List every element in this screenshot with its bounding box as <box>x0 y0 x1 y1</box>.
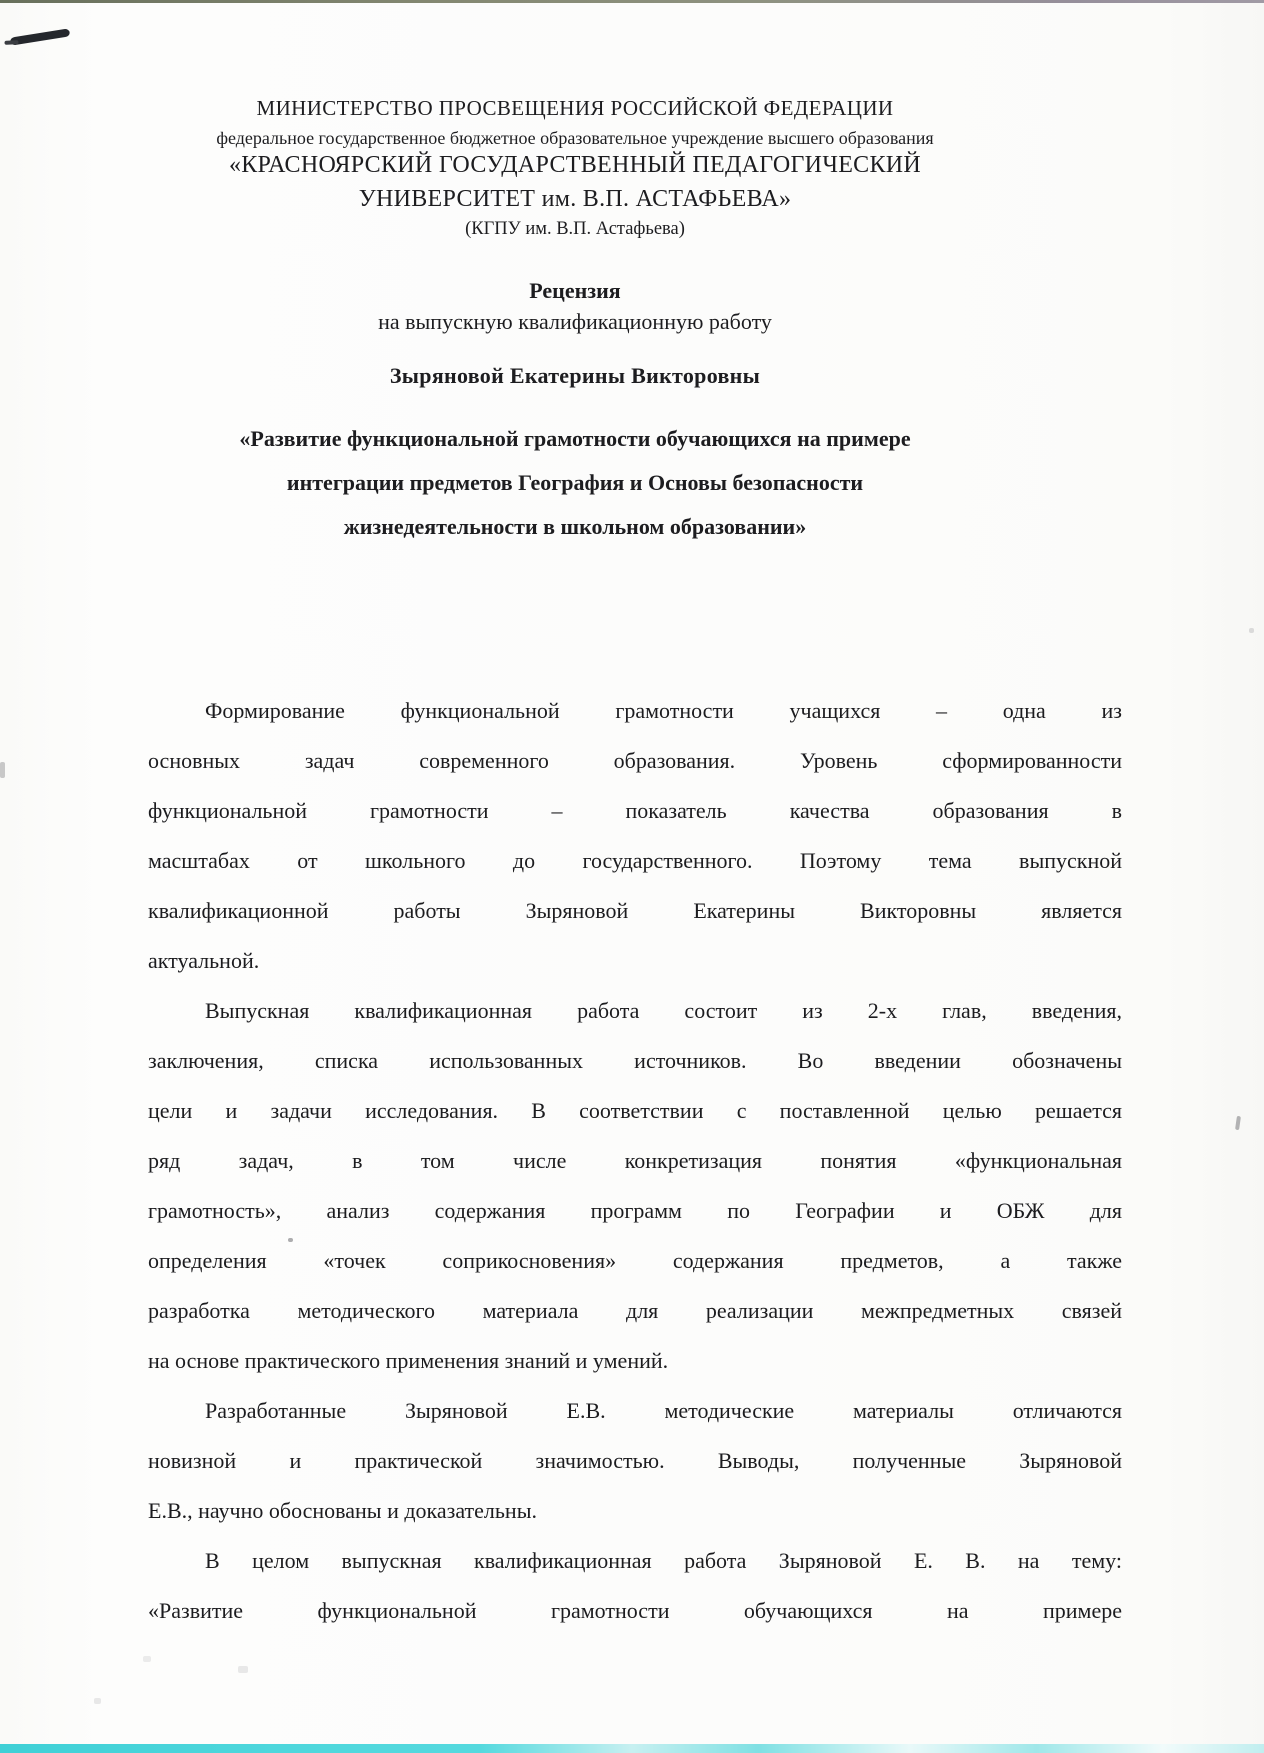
body-line: Выпускная квалификационная работа состоит из 2-х глав, введения, <box>205 998 1122 1023</box>
scan-speck <box>1249 628 1254 633</box>
body-line: цели и задачи исследования. В соответствии с поставленной целью решается <box>148 1098 1122 1123</box>
scan-speck <box>288 1238 293 1242</box>
document-type-subtitle: на выпускную квалификационную работу <box>378 309 772 334</box>
body-line: ряд задач, в том числе конкретизация понятия «функциональная <box>148 1148 1122 1173</box>
thesis-author-name: Зыряновой Екатерины Викторовны <box>389 363 761 388</box>
scan-speck <box>238 1666 248 1673</box>
body-line: масштабах от школьного до государственного. Поэтому тема выпускной <box>148 848 1122 873</box>
pen-mark <box>10 28 71 45</box>
body-line: на основе практического применения знаний и умений. <box>148 1348 669 1373</box>
ministry-line: МИНИСТЕРСТВО ПРОСВЕЩЕНИЯ РОССИЙСКОЙ ФЕДЕРАЦИИ <box>256 96 894 120</box>
thesis-title-line3: жизнедеятельности в школьном образовании» <box>343 514 807 539</box>
body-line: грамотность», анализ содержания программ по Географии и ОБЖ для <box>148 1198 1122 1223</box>
thesis-title-line2: интеграции предметов География и Основы безопасности <box>286 470 864 495</box>
body-line: разработка методического материала для реализации межпредметных связей <box>148 1298 1122 1323</box>
university-name-line2: УНИВЕРСИТЕТ им. В.П. АСТАФЬЕВА» <box>358 186 792 212</box>
body-line: В целом выпускная квалификационная работа Зыряновой Е. В. на тему: <box>205 1548 1122 1573</box>
thesis-title-line1: «Развитие функциональной грамотности обучающихся на примере <box>239 426 911 451</box>
body-line: основных задач современного образования. Уровень сформированности <box>148 748 1122 773</box>
scan-speck <box>0 762 5 778</box>
review-body-text <box>148 686 1122 1636</box>
body-line: определения «точек соприкосновения» содержания предметов, а также <box>148 1248 1122 1273</box>
scan-edge-top <box>0 0 1264 3</box>
body-line: Формирование функциональной грамотности учащихся – одна из <box>205 698 1122 723</box>
university-name-line1: «КРАСНОЯРСКИЙ ГОСУДАРСТВЕННЫЙ ПЕДАГОГИЧЕСКИЙ <box>228 152 922 178</box>
body-line: Е.В., научно обоснованы и доказательны. <box>148 1498 537 1523</box>
body-line: функциональной грамотности – показатель качества образования в <box>148 798 1122 823</box>
body-line: заключения, списка использованных источников. Во введении обозначены <box>148 1048 1122 1073</box>
body-line: Разработанные Зыряновой Е.В. методические материалы отличаются <box>205 1398 1122 1423</box>
university-abbreviation: (КГПУ им. В.П. Астафьева) <box>465 219 685 239</box>
body-line: новизной и практической значимостью. Выводы, полученные Зыряновой <box>148 1448 1122 1473</box>
scan-speck <box>143 1656 151 1662</box>
scan-speck <box>1235 1116 1241 1130</box>
institution-type-line: федеральное государственное бюджетное образовательное учреждение высшего образования <box>216 128 934 148</box>
body-line: квалификационной работы Зыряновой Екатерины Викторовны является <box>148 898 1122 923</box>
scan-speck <box>94 1698 101 1704</box>
document-type-title: Рецензия <box>529 278 621 303</box>
scan-edge-bottom <box>0 1744 1264 1753</box>
body-line: «Развитие функциональной грамотности обучающихся на примере <box>148 1598 1122 1623</box>
body-line: актуальной. <box>148 948 260 973</box>
